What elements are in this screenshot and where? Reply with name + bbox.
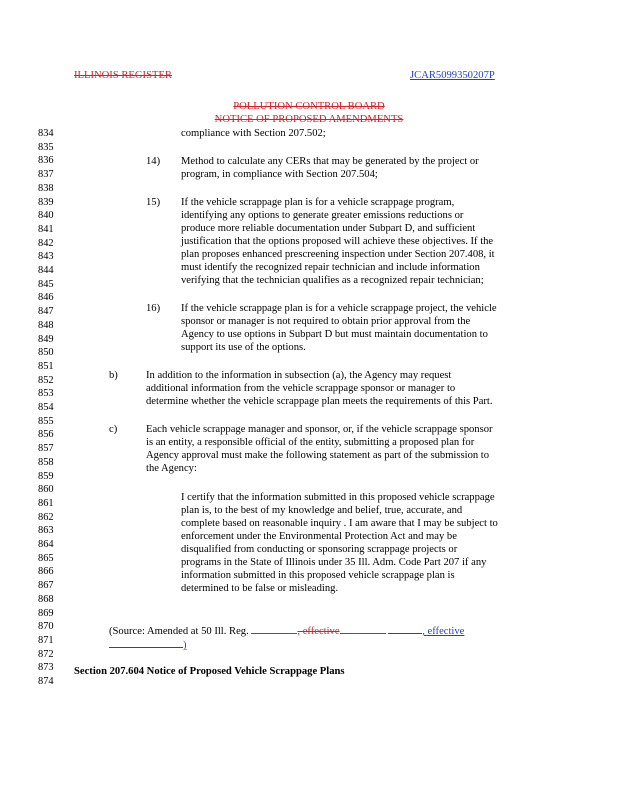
line-number: 856 xyxy=(38,429,54,441)
deleted-blank xyxy=(251,623,297,634)
line-number: 854 xyxy=(38,402,54,413)
line-number: 874 xyxy=(38,676,54,687)
line-number: 853 xyxy=(38,388,54,400)
certification-line: disqualified from conducting or sponsoring scrappage projects or xyxy=(181,544,458,555)
item-16-line: sponsor or manager is not required to obtain prior approval from the xyxy=(181,316,471,327)
subsection-c-line: is an entity, a responsible official of the entity, submitting a proposed plan for xyxy=(146,437,475,448)
subsection-b-line: In addition to the information in subsection (a), the Agency may request xyxy=(146,370,452,381)
source-note xyxy=(109,623,464,638)
source-closing: ) xyxy=(183,640,187,651)
item-16-marker: 16) xyxy=(146,303,161,314)
item-15-line: plan proposes enhanced prescreening inspection under Section 207.408, it xyxy=(181,249,495,260)
line-number: 842 xyxy=(38,237,54,249)
line-number: 836 xyxy=(38,155,54,167)
line-number: 871 xyxy=(38,634,54,646)
line-number: 868 xyxy=(38,593,54,605)
inserted-blank xyxy=(109,637,183,648)
line-number: 850 xyxy=(38,347,54,359)
line-number: 869 xyxy=(38,607,54,619)
line-number: 864 xyxy=(38,539,54,550)
inserted-effective: , effective xyxy=(422,626,465,637)
line-number: 859 xyxy=(38,470,54,482)
certification-line: programs in the State of Illinois under 35 Ill. Adm. Code Part 207 if any xyxy=(181,557,487,568)
certification-line: I certify that the information submitted in this proposed vehicle scrappage xyxy=(181,492,495,503)
certification-line: determined to be false or misleading. xyxy=(181,583,339,594)
line-number: 834 xyxy=(38,128,54,139)
line-number: 872 xyxy=(38,648,54,660)
line-number: 867 xyxy=(38,580,54,592)
continuation-line: compliance with Section 207.502; xyxy=(181,128,326,139)
line-number: 835 xyxy=(38,141,54,153)
line-number: 839 xyxy=(38,196,54,208)
line-number: 851 xyxy=(38,360,54,372)
line-number: 863 xyxy=(38,525,54,537)
line-number: 838 xyxy=(38,182,54,194)
register-header: ILLINOIS REGISTER xyxy=(74,70,172,81)
line-number: 866 xyxy=(38,566,54,578)
line-number: 857 xyxy=(38,443,54,455)
line-number: 873 xyxy=(38,662,54,674)
line-number: 848 xyxy=(38,319,54,331)
item-15-line: identifying any options to generate greater emissions reductions or xyxy=(181,210,464,221)
line-number: 861 xyxy=(38,497,54,509)
struck-effective: , effective xyxy=(297,626,340,637)
item-14-line: Method to calculate any CERs that may be generated by the project or xyxy=(181,156,479,167)
item-16-line: If the vehicle scrappage plan is for a vehicle scrappage project, the vehicle xyxy=(181,303,497,314)
certification-line: complete based on reasonable inquiry . I am aware that I may be subject to xyxy=(181,518,498,529)
item-15-line: verifying that the technician qualifies as a recognized repair technician; xyxy=(181,275,484,286)
jcar-code: JCAR5099350207P xyxy=(410,70,495,81)
item-16-line: Agency to use options in Subpart D but must maintain documentation to xyxy=(181,329,488,340)
item-14-line: program, in compliance with Section 207.504; xyxy=(181,169,378,180)
item-15-line: produce more reliable documentation under Subpart D, and sufficient xyxy=(181,223,476,234)
line-number: 844 xyxy=(38,265,54,276)
line-number: 855 xyxy=(38,415,54,427)
line-number: 860 xyxy=(38,484,54,496)
subsection-c-line: the Agency: xyxy=(146,463,197,474)
item-14-marker: 14) xyxy=(146,156,161,167)
subsection-b-line: determine whether the vehicle scrappage plan meets the requirements of this Part. xyxy=(146,396,493,407)
source-closing-line xyxy=(109,637,187,652)
line-number: 865 xyxy=(38,552,54,564)
line-number: 858 xyxy=(38,456,54,468)
agency-title: POLLUTION CONTROL BOARD xyxy=(233,101,385,112)
item-15-line: justification that the options proposed will achieve these objectives. If the xyxy=(181,236,494,247)
inserted-blank xyxy=(388,623,422,634)
line-number: 846 xyxy=(38,292,54,304)
line-number: 845 xyxy=(38,278,54,290)
item-16-line: support its use of the options. xyxy=(181,342,306,353)
line-number: 841 xyxy=(38,223,54,235)
subsection-b-line: additional information from the vehicle scrappage sponsor or manager to xyxy=(146,383,456,394)
line-number: 837 xyxy=(38,169,54,181)
subsection-c-marker: c) xyxy=(109,424,118,435)
item-15-line: If the vehicle scrappage plan is for a vehicle scrappage program, xyxy=(181,197,455,208)
line-number: 870 xyxy=(38,621,54,633)
notice-title: NOTICE OF PROPOSED AMENDMENTS xyxy=(214,114,404,125)
line-number: 840 xyxy=(38,210,54,222)
item-15-line: must identify the recognized repair technician and include information xyxy=(181,262,480,273)
subsection-b-marker: b) xyxy=(109,370,118,381)
item-15-marker: 15) xyxy=(146,197,161,208)
certification-line: plan is, to the best of my knowledge and belief, true, accurate, and xyxy=(181,505,463,516)
section-heading: Section 207.604 Notice of Proposed Vehicle Scrappage Plans xyxy=(74,666,345,677)
line-number: 849 xyxy=(38,333,54,345)
certification-line: information submitted in this proposed vehicle scrappage plan is xyxy=(181,570,455,581)
deleted-blank xyxy=(340,623,386,634)
subsection-c-line: Agency approval must make the following statement as part of the submission to xyxy=(146,450,490,461)
line-number: 847 xyxy=(38,306,54,318)
source-prefix: (Source: Amended at 50 Ill. Reg. xyxy=(109,626,252,637)
line-number: 843 xyxy=(38,251,54,263)
certification-line: enforcement under the Environmental Protection Act and may be xyxy=(181,531,457,542)
line-number: 862 xyxy=(38,511,54,523)
subsection-c-line: Each vehicle scrappage manager and sponsor, or, if the vehicle scrappage sponsor xyxy=(146,424,493,435)
line-number: 852 xyxy=(38,374,54,386)
